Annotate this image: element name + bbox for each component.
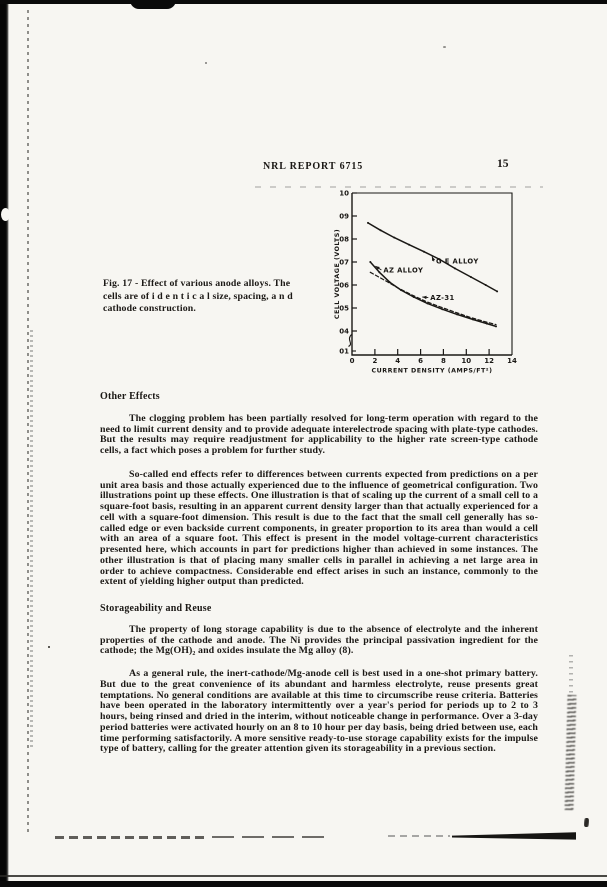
scan-speck	[48, 646, 50, 648]
svg-text:06: 06	[339, 281, 349, 290]
figure-caption	[103, 278, 293, 316]
figure-caption-line: cathode construction.	[103, 303, 196, 315]
page-number: 15	[497, 158, 509, 170]
svg-text:09: 09	[339, 212, 349, 221]
figure-caption-line: Fig. 17 - Effect of various anode alloys. The	[103, 278, 291, 289]
scan-speck	[584, 818, 589, 827]
svg-text:2: 2	[372, 356, 378, 365]
svg-text:CELL VOLTAGE (VOLTS): CELL VOLTAGE (VOLTS)	[334, 228, 341, 320]
svg-text:AZ-31: AZ-31	[430, 293, 455, 302]
svg-text:14: 14	[507, 356, 517, 365]
scan-smudge	[388, 835, 450, 837]
svg-text:05: 05	[339, 304, 349, 313]
scan-edge-top-blob	[130, 0, 176, 9]
figure-17-chart	[332, 185, 560, 385]
scan-smudge	[55, 836, 205, 839]
margin-scribble-tail	[569, 655, 573, 695]
paragraph-reuse: As a general rule, the inert-cathode/Mg-anode cell is best used in a one-shot primary battery. But due to the great convenience of its abundant and harmless electrolyte, reuse presents great temptations. No general conditions are available at this time to circumscribe reuse criteria. Batteries have been operated in the laboratory intermittently over a year's period for periods up to 2 to 3 hours, being rinsed and dried in the interim, without noticeable change in performance. Over a 3-day period batteries were activated hourly on an 8 to 10 hour per day basis, being dried between use, each time performing satisfactorily. A more sensitive ready-to-use storage capability exists for the impulse type of battery, calling for the greater attention given its storageability in a previous section.	[100, 668, 538, 755]
scan-edge-left	[0, 0, 9, 887]
scan-fold-line	[27, 10, 29, 832]
paragraph-clogging: The clogging problem has been partially resolved for long-term operation with regard to the need to limit current density and to provide adequate interelectrode spacing with plate-type cathodes. But the results may require readjustment for applicability to the higher rate screen-type cathode cells, a fact which poses a problem for further study.	[100, 412, 538, 456]
svg-text:07: 07	[339, 258, 349, 267]
svg-text:10: 10	[339, 189, 349, 198]
svg-text:AZ ALLOY: AZ ALLOY	[383, 266, 424, 275]
svg-text:CURRENT DENSITY (AMPS/FT²): CURRENT DENSITY (AMPS/FT²)	[371, 367, 493, 375]
scan-smudge	[212, 836, 332, 838]
paragraph-end-effects: So-called end effects refer to differences between currents expected from predictions on a per unit area basis and those actually experienced due to the influence of geometrical configuration. Two illustrations point up these effects. One illustration is that of scaling up the current of a small cell to a square-foot basis, resulting in an apparent current density larger than that actually experienced for a cell with a square-foot dimension. This result is due to the fact that the small cell generally has so-called edge or even backside current components, in greater proportion to its area than would a cell with an area of a square foot. This effect is present in the model voltage-current characteristics presented here, which accounts in part for predictions higher than achieved in some instances. The other illustration is that of placing many smaller cells in parallel in achieving a net large area in order to achieve compactness. Considerable end effect arises in such an instance, commonly to the extent of yielding higher output than predicted.	[100, 468, 538, 588]
section-heading-storageability: Storageability and Reuse	[100, 603, 212, 614]
scan-edge-bottom-band	[0, 881, 607, 887]
section-heading-other-effects: Other Effects	[100, 391, 160, 402]
scan-smudge-wedge	[452, 831, 576, 840]
svg-text:8: 8	[440, 356, 446, 365]
report-title: NRL REPORT 6715	[263, 161, 364, 172]
svg-text:04: 04	[339, 327, 349, 336]
scan-speck	[205, 62, 207, 64]
svg-text:6: 6	[418, 356, 424, 365]
svg-text:G E ALLOY: G E ALLOY	[436, 257, 479, 266]
svg-text:01: 01	[339, 347, 349, 356]
svg-text:4: 4	[395, 356, 401, 365]
margin-scribble	[564, 695, 576, 810]
figure-17-svg	[332, 185, 560, 385]
svg-text:08: 08	[339, 235, 349, 244]
svg-text:12: 12	[484, 356, 494, 365]
paragraph-storage-capability: The property of long storage capability is due to the absence of electrolyte and the inherent properties of the cathode and anode. The Ni provides the principal passivation ingredient for the cathode; the Mg(OH)₂ and oxides insulate the Mg alloy (8).	[100, 623, 538, 657]
svg-text:10: 10	[461, 356, 472, 365]
svg-text:0: 0	[349, 356, 355, 365]
scan-speck	[443, 46, 446, 48]
scan-edge-notch	[1, 208, 10, 221]
scan-edge-top	[0, 0, 607, 4]
scan-fold-texture	[30, 330, 33, 750]
scan-edge-bottom-line	[0, 875, 607, 877]
figure-caption-line: cells are of i d e n t i c a l size, spacing, a n d	[103, 290, 293, 302]
body-text-column	[100, 392, 538, 755]
